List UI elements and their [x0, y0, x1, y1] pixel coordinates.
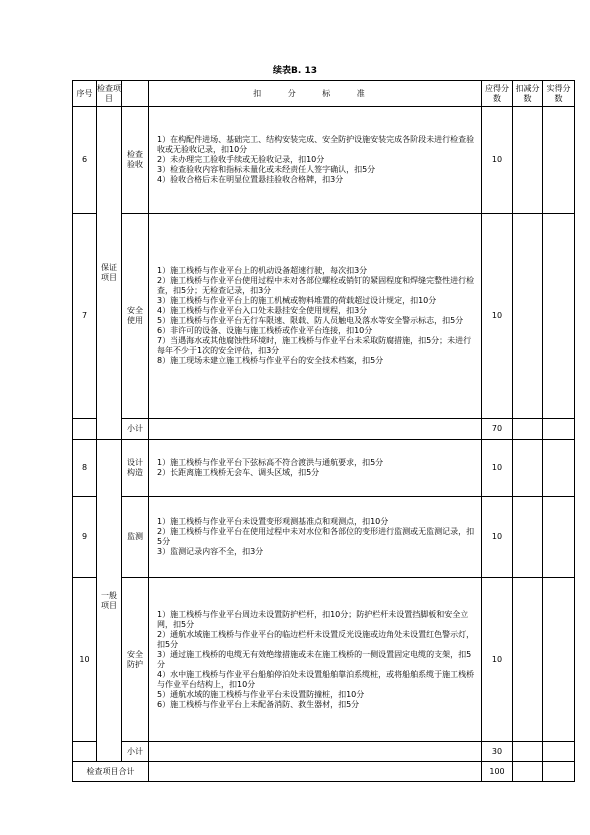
standard-line: 8）施工现场未建立施工栈桥与作业平台的安全技术档案，扣5分: [157, 356, 384, 365]
header-actual-score: 实得分数: [543, 81, 575, 107]
row-deduct-score[interactable]: [513, 107, 543, 214]
standard-line: 2）未办理完工验收手续或无验收记录，扣10分: [157, 155, 325, 164]
total-actual[interactable]: [543, 762, 575, 782]
row-item: 安全使用: [122, 214, 149, 419]
row-standard: [149, 107, 482, 214]
row-deduct-score[interactable]: [513, 497, 543, 578]
row-standard: [149, 214, 482, 419]
table-row: [73, 497, 575, 578]
subtotal-actual[interactable]: [543, 419, 575, 440]
subtotal-standard-empty: [149, 419, 482, 440]
group-general: 一般项目: [97, 440, 122, 762]
standard-line: 1）施工栈桥与作业平台周边未设置防护栏杆，扣10分；防护栏杆未设置挡脚板和安全立网，扣5分: [157, 609, 469, 629]
row-actual-score[interactable]: [543, 578, 575, 742]
row-deduct-score[interactable]: [513, 578, 543, 742]
header-check-item: 检查项目: [97, 81, 122, 107]
subtotal-deduct[interactable]: [513, 419, 543, 440]
total-row: [73, 762, 575, 782]
total-deduct[interactable]: [513, 762, 543, 782]
row-standard: [149, 497, 482, 578]
standard-line: 4）验收合格后未在明显位置悬挂验收合格牌，扣3分: [157, 175, 344, 184]
row-due-score: 10: [482, 440, 513, 497]
standard-line: 6）非许可的设备、设施与施工栈桥或作业平台连接，扣10分: [157, 326, 373, 335]
row-due-score: 10: [482, 497, 513, 578]
subtotal-seq-empty: [73, 419, 97, 440]
subtotal-standard-empty: [149, 742, 482, 762]
subtotal-score: 70: [482, 419, 513, 440]
standard-line: 2）长距离施工栈桥无会车、调头区域，扣5分: [157, 468, 320, 477]
header-deduct-score: 扣减分数: [513, 81, 543, 107]
row-seq: 7: [73, 214, 97, 419]
standard-line: 7）当遇海水或其他腐蚀性环境时，施工栈桥与作业平台未采取防腐措施，扣5分；未进行每年不少于1次的安全评估，扣3分: [157, 336, 472, 355]
row-item: 设计构造: [122, 440, 149, 497]
total-score: 100: [482, 762, 513, 782]
total-standard-empty: [149, 762, 482, 782]
table-row: [73, 107, 575, 214]
standard-line: 3）施工栈桥与作业平台上的施工机械或物料堆置的荷载超过设计规定，扣10分: [157, 296, 437, 305]
standard-line: 2）施工栈桥与作业平台在使用过程中未对水位和各部位的变形进行监测或无监测记录，扣5分: [157, 527, 475, 546]
row-due-score: 10: [482, 107, 513, 214]
standard-line: 3）监测记录内容不全，扣3分: [157, 547, 264, 556]
row-seq: 9: [73, 497, 97, 578]
subtotal-label: 小计: [122, 742, 149, 762]
table-row: [73, 214, 575, 419]
subtotal-row: [73, 742, 575, 762]
subtotal-score: 30: [482, 742, 513, 762]
standard-line: 5）通航水域的施工栈桥与作业平台未设置防撞桩，扣10分: [157, 689, 365, 699]
subtotal-row: [73, 419, 575, 440]
standard-line: 5）施工栈桥与作业平台无行车限速、限载、防人员触电及落水等安全警示标志，扣5分: [157, 316, 464, 325]
total-label: 检查项目合计: [73, 762, 149, 782]
standard-line: 4）水中施工栈桥与作业平台船舶停泊处未设置船舶靠泊系缆桩，或将船舶系缆于施工栈桥与作业平台结构上，扣10分: [157, 669, 475, 689]
standard-line: 3）通过施工栈桥的电缆无有效绝缘措施或未在施工栈桥的一侧设置固定电缆的支架，扣5分: [157, 649, 472, 669]
row-item: 监测: [122, 497, 149, 578]
subtotal-deduct[interactable]: [513, 742, 543, 762]
header-row: [73, 81, 575, 107]
standard-line: 2）施工栈桥与作业平台使用过程中未对各部位螺栓或销钉的紧固程度和焊缝完整性进行检查，扣5分；无检查记录，扣3分: [157, 276, 475, 295]
standard-line: 1）施工栈桥与作业平台下弦标高不符合渡洪与通航要求，扣5分: [157, 458, 384, 467]
row-actual-score[interactable]: [543, 497, 575, 578]
standard-line: 1）在构配件进场、基础完工、结构安装完成、安全防护设施安装完成各阶段未进行检查验收或无验收记录，扣10分: [157, 135, 475, 154]
standard-line: 6）施工栈桥与作业平台上未配备消防、救生器材，扣5分: [157, 699, 360, 709]
header-seq: 序号: [73, 81, 97, 107]
row-standard: [149, 578, 482, 742]
row-actual-score[interactable]: [543, 440, 575, 497]
row-seq: 8: [73, 440, 97, 497]
subtotal-seq-empty: [73, 742, 97, 762]
table-row: [73, 578, 575, 742]
subtotal-label: 小计: [122, 419, 149, 440]
row-due-score: 10: [482, 578, 513, 742]
standard-line: 4）施工栈桥与作业平台入口处未悬挂安全使用规程，扣3分: [157, 306, 368, 315]
header-empty: [122, 81, 149, 107]
row-standard: [149, 440, 482, 497]
row-actual-score[interactable]: [543, 214, 575, 419]
row-actual-score[interactable]: [543, 107, 575, 214]
standard-line: 2）通航水域施工栈桥与作业平台的临边栏杆未设置反光设施或边角处未设置红色警示灯，扣5分: [157, 629, 475, 649]
row-item: 检查验收: [122, 107, 149, 214]
group-guarantee: 保证项目: [97, 107, 122, 440]
inspection-table: [72, 80, 575, 782]
row-seq: 10: [73, 578, 97, 742]
subtotal-actual[interactable]: [543, 742, 575, 762]
standard-line: 1）施工栈桥与作业平台未设置变形观测基准点和观测点，扣10分: [157, 517, 389, 526]
row-seq: 6: [73, 107, 97, 214]
row-item: 安全防护: [122, 578, 149, 742]
standard-line: 1）施工栈桥与作业平台上的机动设备超速行驶，每次扣3分: [157, 266, 368, 275]
row-due-score: 10: [482, 214, 513, 419]
table-title: 续表B. 13: [273, 66, 317, 76]
standard-line: 3）检查验收内容和指标未量化或未经责任人签字确认，扣5分: [157, 165, 376, 174]
header-due-score: 应得分数: [482, 81, 513, 107]
row-deduct-score[interactable]: [513, 214, 543, 419]
header-standard: 扣 分 标 准: [149, 81, 482, 107]
table-row: [73, 440, 575, 497]
row-deduct-score[interactable]: [513, 440, 543, 497]
